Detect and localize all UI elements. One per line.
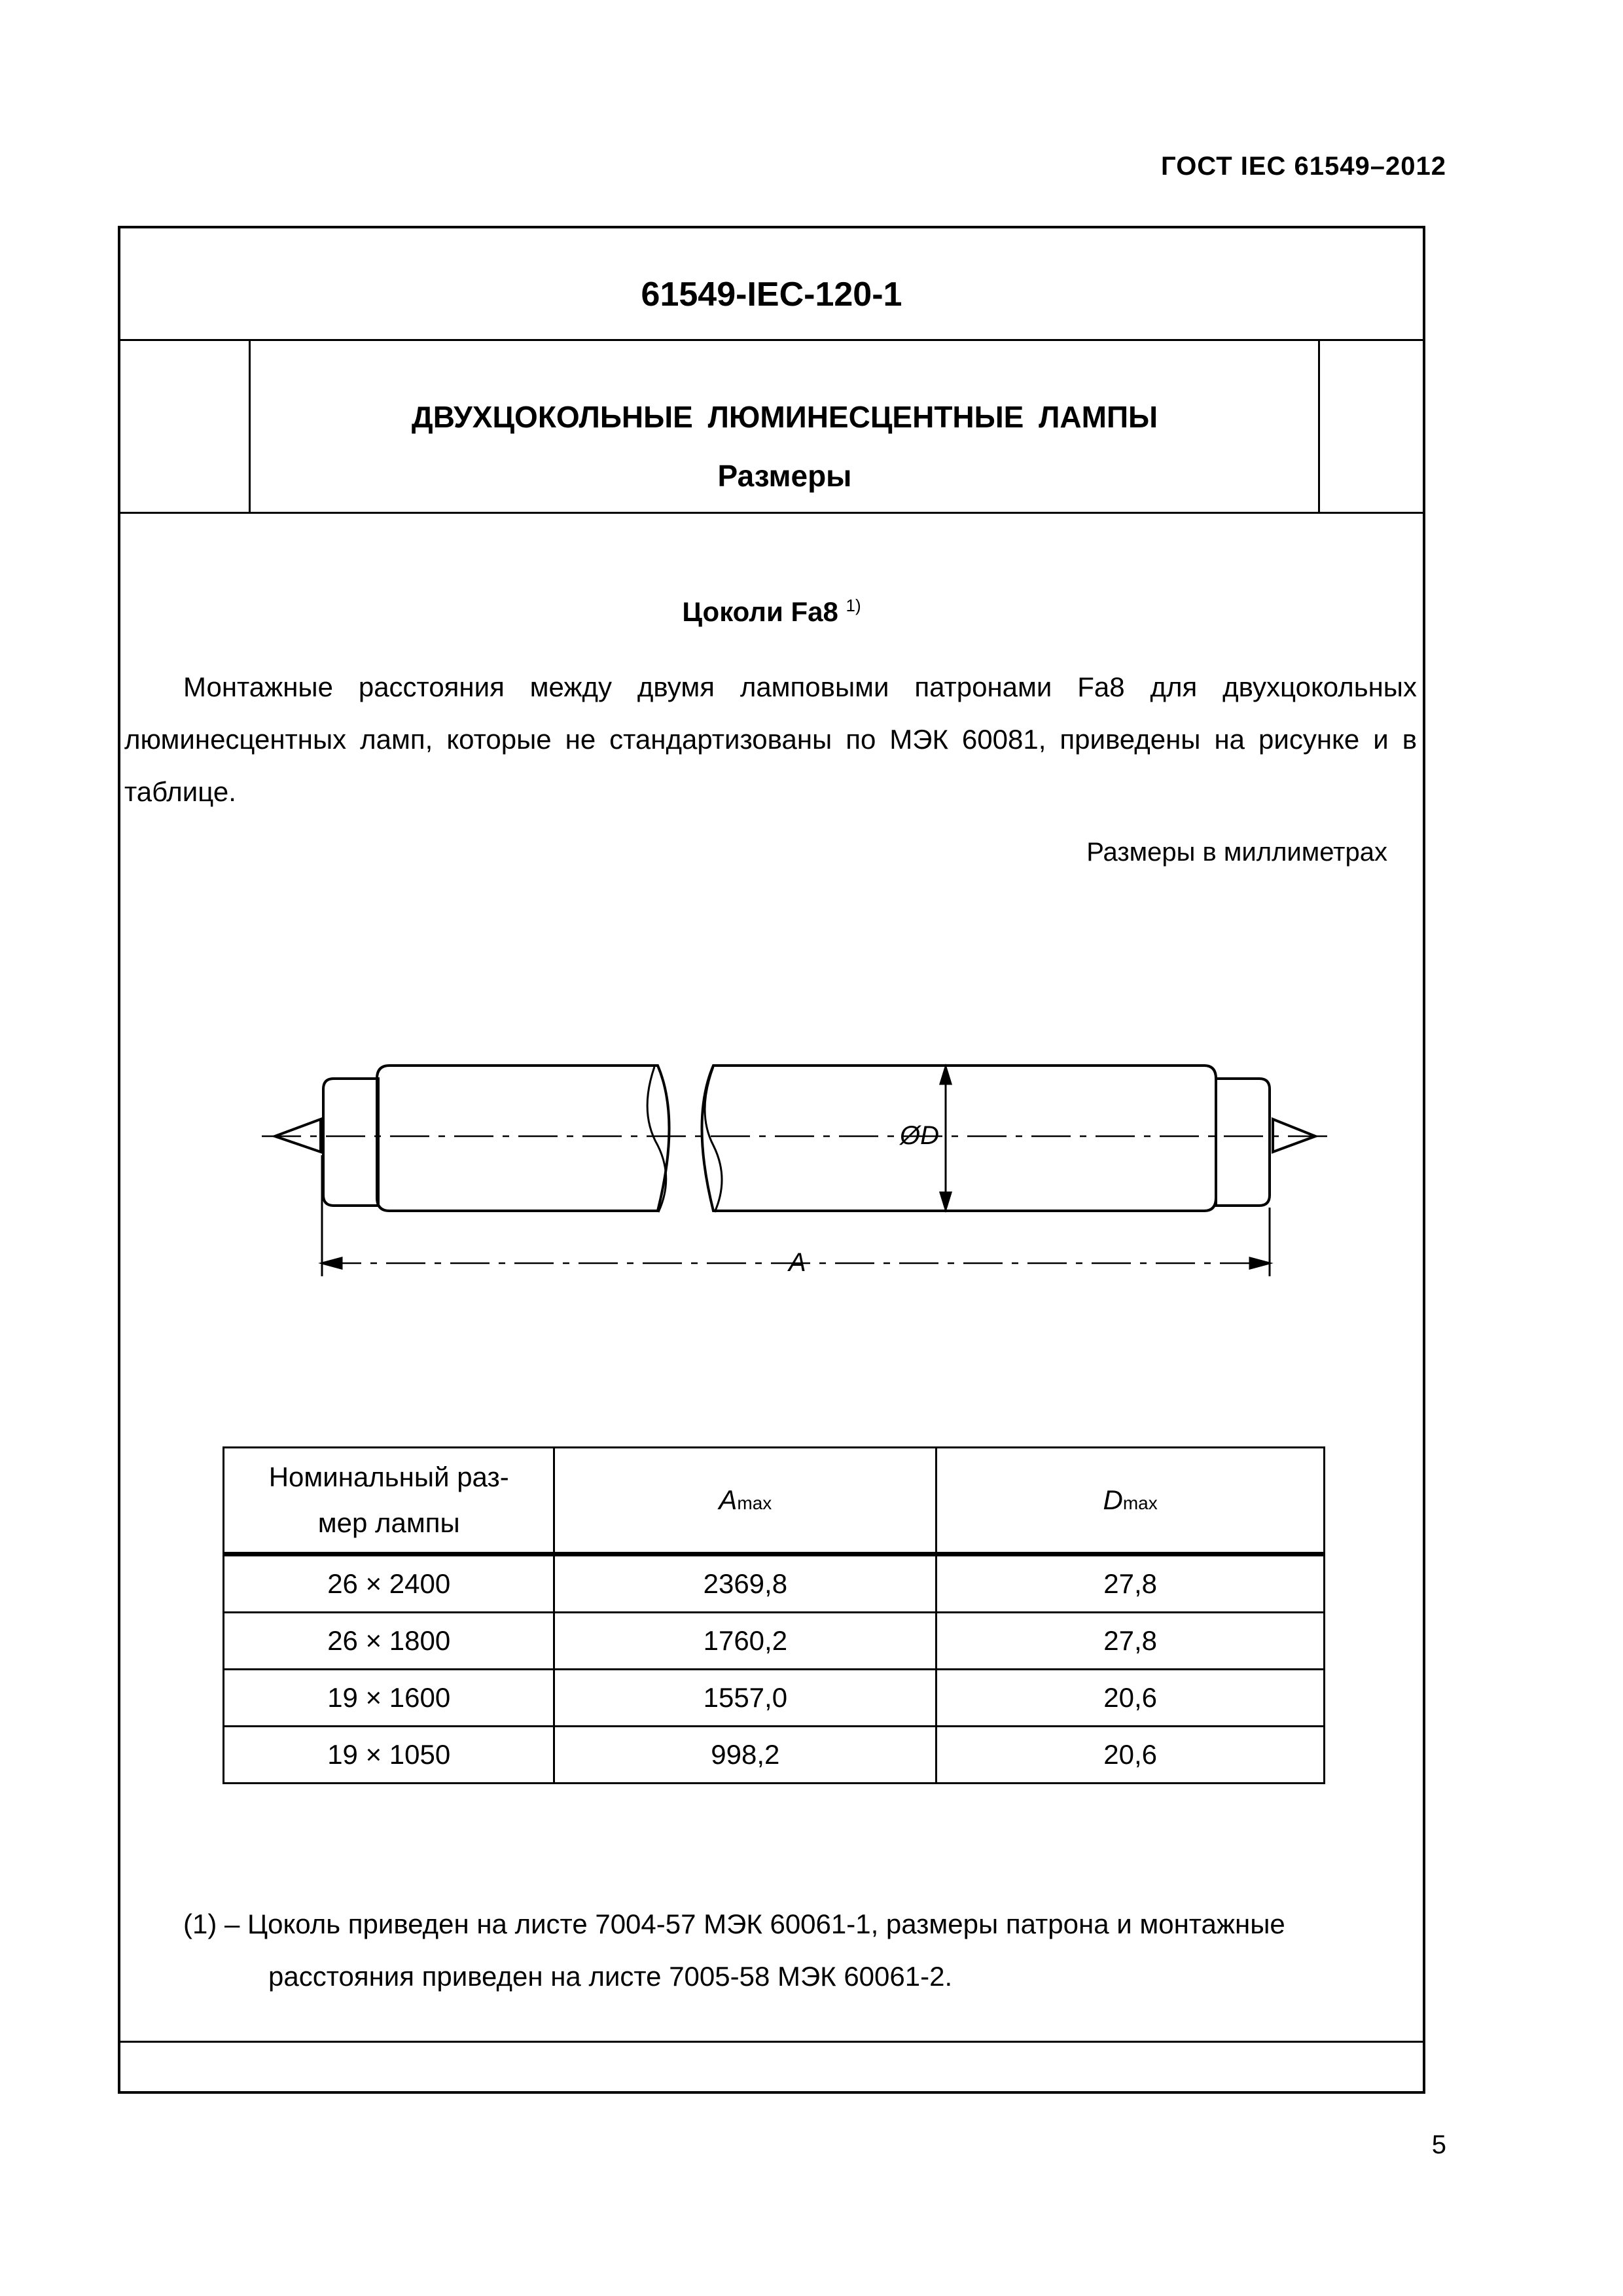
footnote-ref: 1) <box>846 596 861 615</box>
sheet-id: 61549-IEC-120-1 <box>641 276 902 314</box>
footnote-line2: расстояния приведен на листе 7005-58 МЭК 60061-2. <box>268 1961 953 1992</box>
diameter-arrow-bottom <box>940 1193 951 1210</box>
frame-divider <box>249 339 251 513</box>
diameter-label: ØD <box>900 1121 939 1150</box>
frame-divider <box>1318 339 1320 513</box>
section-heading <box>120 596 1423 628</box>
units-note: Размеры в миллиметрах <box>1086 838 1387 867</box>
cell-a-max: 2369,8 <box>554 1554 936 1613</box>
header-size-line2: мер лампы <box>317 1507 460 1538</box>
cell-d-max: 27,8 <box>936 1613 1325 1670</box>
frame-divider <box>118 2041 1425 2043</box>
table-row <box>224 1613 1325 1670</box>
header-d-sub: max <box>1122 1493 1158 1513</box>
cell-size: 26 × 2400 <box>224 1554 554 1613</box>
standard-header: ГОСТ IEC 61549–2012 <box>1161 152 1446 181</box>
cell-size: 19 × 1050 <box>224 1727 554 1784</box>
cell-a-max: 998,2 <box>554 1727 936 1784</box>
dimensions-table <box>223 1446 1325 1784</box>
header-size-line1: Номинальный раз- <box>268 1462 509 1492</box>
table-row <box>224 1670 1325 1727</box>
body-paragraph <box>124 661 1417 818</box>
footnote <box>183 1898 1420 2003</box>
footnote-line1: (1) – Цоколь приведен на листе 7004-57 МЭК 60061-1, размеры патрона и монтажные <box>183 1909 1285 1939</box>
left-cap <box>323 1079 378 1206</box>
frame-divider <box>118 512 1425 514</box>
length-arrow-right <box>1250 1258 1270 1268</box>
lamp-drawing <box>262 1041 1342 1289</box>
header-size <box>224 1448 554 1554</box>
cell-size: 26 × 1800 <box>224 1613 554 1670</box>
sheet-subtitle: Размеры <box>717 459 852 493</box>
sheet-title: ДВУХЦОКОЛЬНЫЕ ЛЮМИНЕСЦЕНТНЫЕ ЛАМПЫ <box>411 400 1158 434</box>
cell-d-max: 20,6 <box>936 1727 1325 1784</box>
body-paragraph-text: Монтажные расстояния между двумя ламповыми патронами Fa8 для двухцокольных люминесцентных ламп, которые не стандартизованы по МЭК 60081, приведены на рисунке и в таблице. <box>124 672 1417 807</box>
length-label: A <box>789 1248 806 1277</box>
cell-size: 19 × 1600 <box>224 1670 554 1727</box>
length-arrow-left <box>322 1258 342 1268</box>
cell-a-max: 1760,2 <box>554 1613 936 1670</box>
table-header-row <box>224 1448 1325 1554</box>
table-row <box>224 1727 1325 1784</box>
header-a-sub: max <box>737 1493 772 1513</box>
frame-divider <box>118 339 1425 341</box>
page-number: 5 <box>1431 2130 1446 2159</box>
header-d-letter: D <box>1103 1484 1123 1515</box>
tube-right <box>702 1066 1217 1211</box>
cell-d-max: 27,8 <box>936 1554 1325 1613</box>
diameter-arrow-top <box>940 1067 951 1084</box>
header-a-max <box>554 1448 936 1554</box>
right-cap <box>1216 1079 1270 1206</box>
cell-a-max: 1557,0 <box>554 1670 936 1727</box>
header-d-max <box>936 1448 1325 1554</box>
cell-d-max: 20,6 <box>936 1670 1325 1727</box>
header-a-letter: A <box>719 1484 738 1515</box>
table-row <box>224 1554 1325 1613</box>
section-heading-text: Цоколи Fa8 <box>682 596 838 627</box>
tube-left <box>377 1066 669 1211</box>
